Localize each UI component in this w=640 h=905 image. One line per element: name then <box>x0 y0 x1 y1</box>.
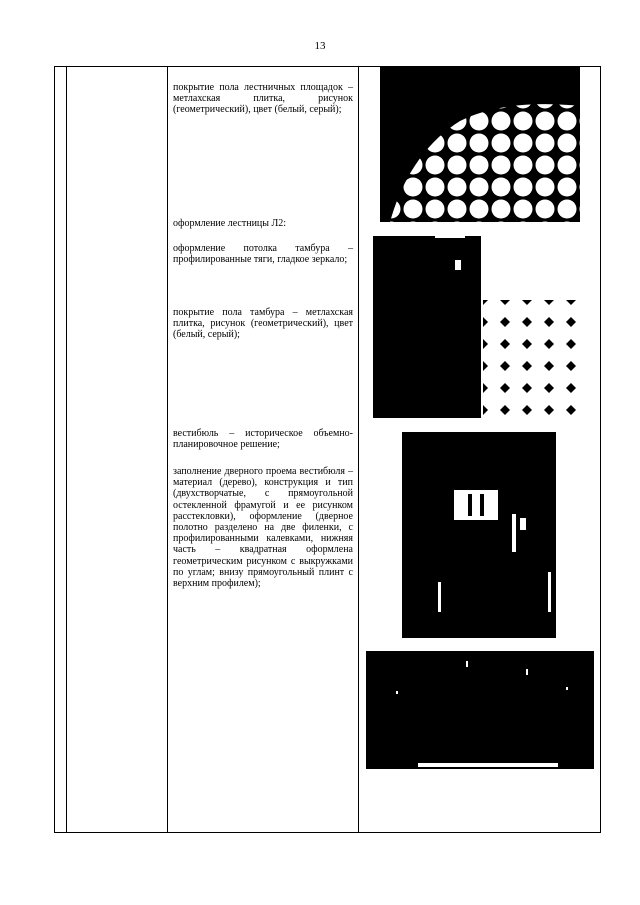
vestibule-floor-tile-photo <box>483 300 580 418</box>
text-vestibule-floor: покрытие пола тамбура – метлахская плитка, рисунок (геометрический), цвет (белый, серый); <box>173 307 353 341</box>
vestibule-ceiling-photo <box>373 236 481 418</box>
text-vestibule-ceiling: оформление потолка тамбура – профилированные тяги, гладкое зеркало; <box>173 243 353 266</box>
column-divider-1 <box>66 67 67 832</box>
landing-floor-tile-photo <box>380 66 580 222</box>
text-stair-l2: оформление лестницы Л2: <box>173 218 287 229</box>
column-divider-2 <box>167 67 168 832</box>
text-door-fill: заполнение дверного проема вестибюля – материал (дерево), конструкция и тип (двухстворчатые, с прямоугольной остекленной фрамугой и ее рисунком расстекловки), оформление (дверное полотно разделено на две филенки, с профилированными калевками, нижняя часть – квадратная оформлена геометрическим рисунком с выкружками по углам; внизу прямоугольный плинт с верхним профилем); <box>173 466 353 590</box>
text-lobby: вестибюль – историческое объемно-планировочное решение; <box>173 428 353 451</box>
column-divider-3 <box>358 67 359 832</box>
lobby-door-photo <box>402 432 556 638</box>
lobby-interior-photo <box>366 651 594 769</box>
text-landing-floor: покрытие пола лестничных площадок – метлахская плитка, рисунок (геометрический), цвет (белый, серый); <box>173 82 353 116</box>
page-number: 13 <box>314 40 326 52</box>
